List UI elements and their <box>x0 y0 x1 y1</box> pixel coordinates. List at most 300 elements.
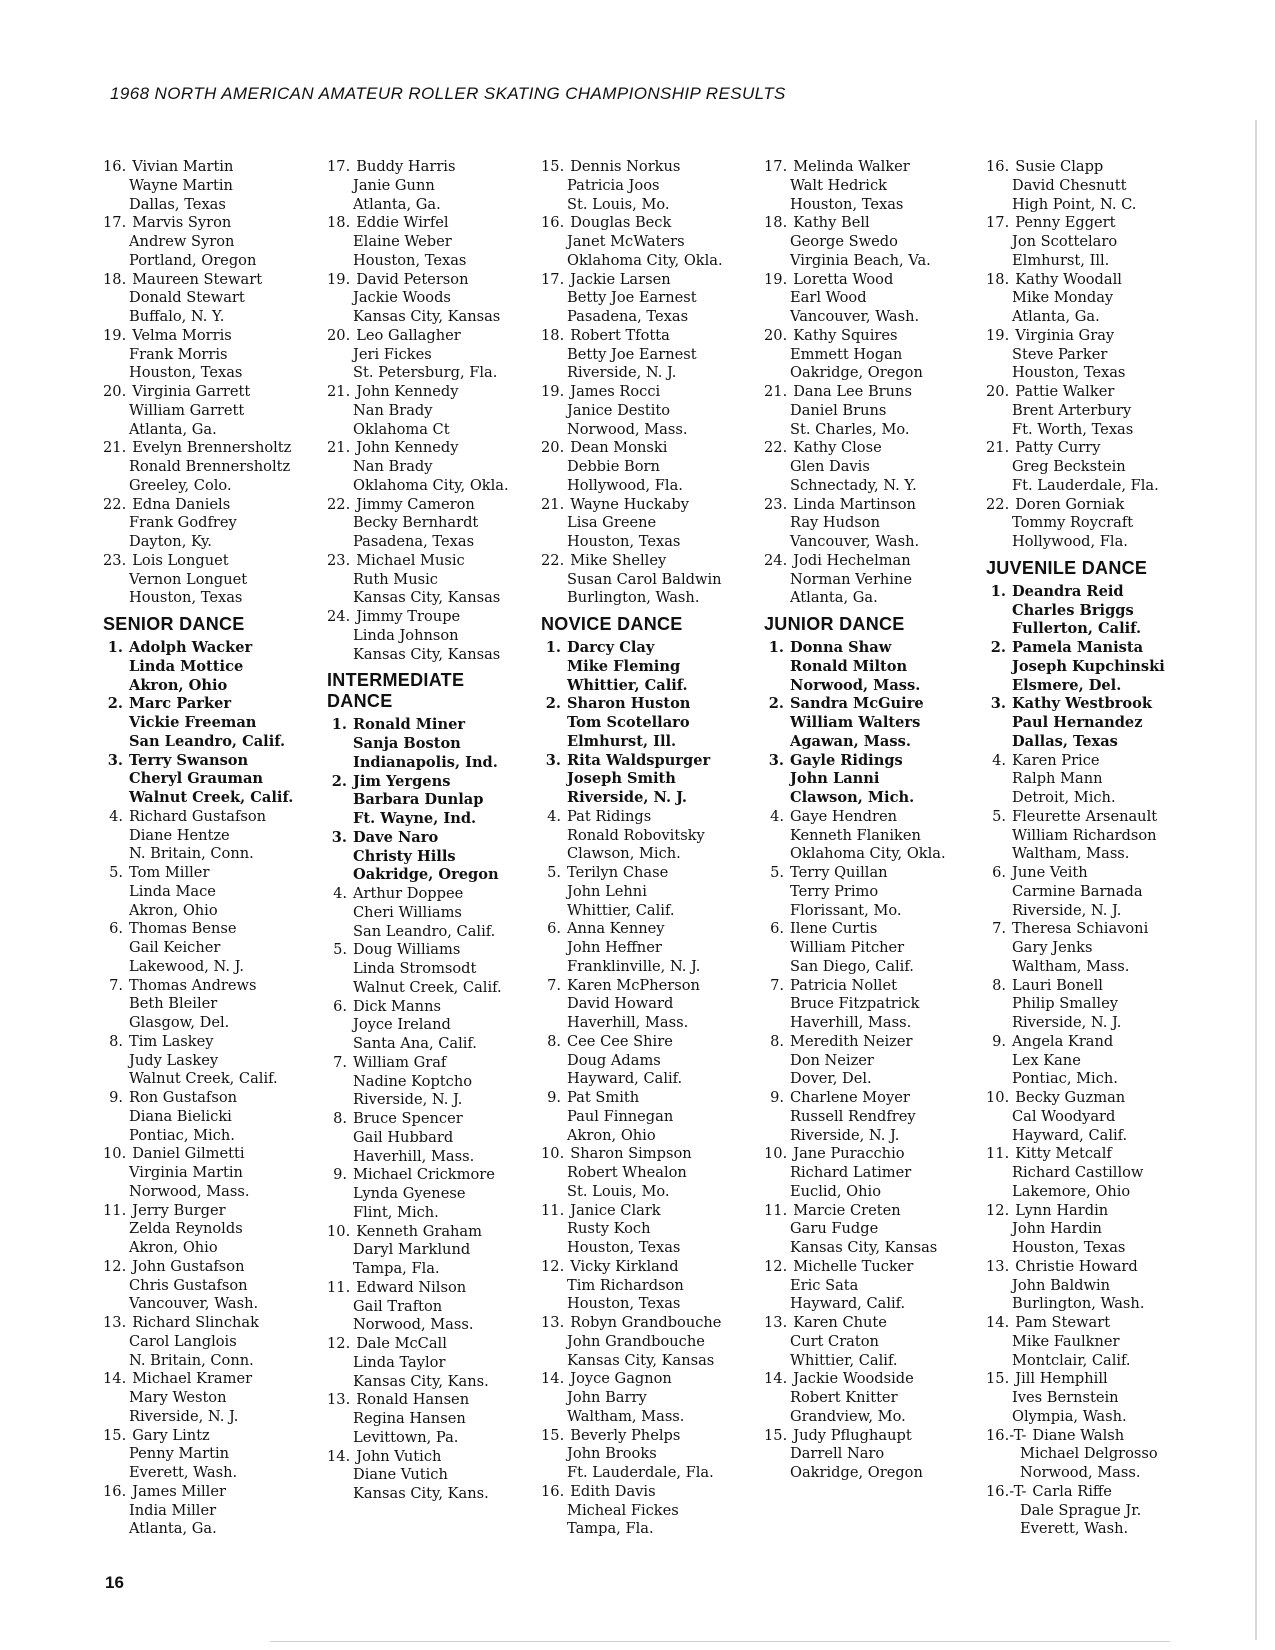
placement-number: 5. <box>547 864 561 881</box>
skater-name: Karen Chute <box>793 1314 887 1331</box>
entry-first-line <box>541 1145 741 1164</box>
result-entry <box>103 1033 303 1089</box>
placement-number: 23. <box>764 495 788 513</box>
hometown: Riverside, N. J. <box>567 789 687 806</box>
hometown: St. Louis, Mo. <box>567 195 670 213</box>
skater-name: Ilene Curtis <box>790 920 878 938</box>
hometown: Kansas City, Kansas <box>790 1239 938 1256</box>
skater-name: Richard Gustafson <box>129 807 267 825</box>
hometown: Pasadena, Texas <box>567 308 689 325</box>
partner-name: Gail Hubbard <box>353 1128 454 1146</box>
placement-number: 16. <box>986 158 1010 175</box>
hometown: Elmhurst, Ill. <box>1012 251 1110 269</box>
result-entry <box>541 214 741 270</box>
hometown: Akron, Ohio <box>129 676 228 694</box>
hometown: Houston, Texas <box>567 1295 681 1313</box>
entry-first-line <box>541 695 741 714</box>
result-entry <box>103 1089 303 1145</box>
placement-number: 6. <box>547 920 561 938</box>
hometown: Walnut Creek, Calif. <box>129 789 294 806</box>
hometown: Houston, Texas <box>790 195 904 213</box>
entry-first-line <box>541 271 741 290</box>
skater-name: Doug Williams <box>353 941 461 959</box>
partner-name: John Lanni <box>790 770 880 788</box>
result-entry <box>986 1033 1186 1089</box>
partner-name: Nan Brady <box>353 401 433 419</box>
skater-name: Edith Davis <box>570 1482 656 1500</box>
results-column-2 <box>327 158 527 1504</box>
partner-name: Don Neizer <box>790 1051 874 1069</box>
placement-number: 16. <box>103 158 127 175</box>
result-entry <box>541 439 741 495</box>
entry-first-line <box>986 383 1186 402</box>
skater-name: Edward Nilson <box>356 1278 467 1296</box>
entry-first-line <box>764 383 964 402</box>
skater-name: Daniel Gilmetti <box>132 1145 245 1163</box>
result-entry <box>327 885 527 941</box>
skater-name: Pattie Walker <box>1015 383 1115 400</box>
entry-first-line <box>103 496 303 515</box>
hometown: Franklinville, N. J. <box>567 957 701 975</box>
entry-first-line <box>764 1033 964 1052</box>
result-entry <box>541 1314 741 1370</box>
skater-name: Kenneth Graham <box>356 1222 482 1240</box>
placement-number: 1. <box>990 582 1006 600</box>
skater-name: Robyn Grandbouche <box>570 1314 722 1331</box>
hometown: Lakewood, N. J. <box>129 957 245 975</box>
placement-number: 21. <box>103 439 127 457</box>
result-entry <box>327 716 527 772</box>
entry-first-line <box>986 1483 1186 1502</box>
entry-first-line <box>327 439 527 458</box>
entry-first-line <box>327 1391 527 1410</box>
skater-name: Kitty Metcalf <box>1015 1145 1112 1163</box>
hometown: Oakridge, Oregon <box>790 1464 923 1481</box>
entry-first-line <box>986 1370 1186 1389</box>
skater-name: Marcie Creten <box>793 1201 901 1219</box>
skater-name: June Veith <box>1012 864 1088 881</box>
partner-name: Earl Wood <box>790 289 867 307</box>
skater-name: Susie Clapp <box>1015 158 1104 175</box>
placement-number: 21. <box>327 383 351 400</box>
hometown: Ft. Worth, Texas <box>1012 420 1134 438</box>
placement-number: 19. <box>541 383 565 400</box>
hometown: Tampa, Fla. <box>353 1260 440 1277</box>
result-entry <box>103 1370 303 1426</box>
entry-first-line <box>103 383 303 402</box>
partner-name: Linda Johnson <box>353 626 459 644</box>
placement-number: 3. <box>990 695 1006 713</box>
entry-first-line <box>764 1370 964 1389</box>
entry-first-line <box>327 1335 527 1354</box>
hometown: Walnut Creek, Calif. <box>129 1070 278 1088</box>
entry-first-line <box>986 439 1186 458</box>
entry-first-line <box>764 977 964 996</box>
hometown: San Leandro, Calif. <box>353 922 496 940</box>
skater-name: Pam Stewart <box>1015 1314 1111 1331</box>
partner-name: William Richardson <box>1012 826 1157 844</box>
section-heading: INTERMEDIATE DANCE <box>327 670 465 712</box>
result-entry <box>986 1427 1186 1483</box>
result-entry <box>764 158 964 214</box>
results-column-5 <box>986 158 1186 1539</box>
hometown: Kansas City, Kansas <box>353 308 501 325</box>
placement-number: 12. <box>327 1335 351 1352</box>
partner-name: Mary Weston <box>129 1389 227 1406</box>
partner-name: Linda Mace <box>129 882 216 900</box>
skater-name: Judy Pflughaupt <box>793 1426 912 1444</box>
partner-name: Darrell Naro <box>790 1445 885 1463</box>
result-entry <box>541 1145 741 1201</box>
placement-number: 12. <box>103 1257 127 1275</box>
skater-name: Adolph Wacker <box>129 639 253 656</box>
partner-name: Terry Primo <box>790 882 879 900</box>
partner-name: Janice Destito <box>567 401 671 419</box>
result-entry <box>541 383 741 439</box>
partner-name: Paul Finnegan <box>567 1107 674 1125</box>
entry-first-line <box>986 1089 1186 1108</box>
hometown: Ft. Lauderdale, Fla. <box>1012 476 1159 494</box>
skater-name: Jerry Burger <box>132 1201 226 1219</box>
partner-name: William Pitcher <box>790 939 905 956</box>
placement-number: 15. <box>986 1370 1010 1388</box>
partner-name: Ronald Robovitsky <box>567 826 705 844</box>
placement-number: 15. <box>541 1426 565 1444</box>
placement-number: 7. <box>109 976 123 994</box>
result-entry <box>986 1258 1186 1314</box>
skater-name: Anna Kenney <box>567 920 665 938</box>
skater-name: Carla Riffe <box>1032 1482 1112 1500</box>
result-entry <box>103 1427 303 1483</box>
entry-first-line <box>327 885 527 904</box>
result-entry <box>103 920 303 976</box>
skater-name: Dennis Norkus <box>570 158 681 175</box>
partner-name: Linda Taylor <box>353 1353 446 1371</box>
placement-number: 20. <box>327 326 351 344</box>
placement-number: 2. <box>107 695 123 713</box>
result-entry <box>764 920 964 976</box>
entry-first-line <box>541 752 741 771</box>
hometown: San Leandro, Calif. <box>129 732 286 750</box>
result-entry <box>986 695 1186 751</box>
partner-name: Betty Joe Earnest <box>567 345 697 363</box>
skater-name: Janice Clark <box>570 1201 661 1219</box>
skater-name: Patricia Nollet <box>790 976 897 994</box>
hometown: Oakridge, Oregon <box>353 866 499 884</box>
result-entry <box>103 1202 303 1258</box>
entry-first-line <box>327 158 527 177</box>
placement-number: 21. <box>327 439 351 457</box>
skater-name: Buddy Harris <box>356 158 456 175</box>
entry-first-line <box>764 1089 964 1108</box>
skater-name: Dave Naro <box>353 828 439 846</box>
entry-first-line <box>541 808 741 827</box>
placement-number: 7. <box>770 976 784 994</box>
hometown: Vancouver, Wash. <box>790 533 920 550</box>
entry-first-line <box>986 1258 1186 1277</box>
placement-number: 6. <box>109 920 123 938</box>
placement-number: 1. <box>545 639 561 656</box>
partner-name: John Grandbouche <box>567 1332 705 1350</box>
entry-first-line <box>327 327 527 346</box>
partner-name: Linda Mottice <box>129 657 244 675</box>
entry-first-line <box>327 998 527 1017</box>
entry-first-line <box>764 1314 964 1333</box>
result-entry <box>986 920 1186 976</box>
result-entry <box>764 271 964 327</box>
placement-number: 17. <box>541 270 565 288</box>
partner-name: Robert Knitter <box>790 1389 898 1406</box>
hometown: Indianapolis, Ind. <box>353 753 498 771</box>
result-entry <box>327 327 527 383</box>
placement-number: 5. <box>992 807 1006 825</box>
partner-name: Ives Bernstein <box>1012 1389 1119 1406</box>
hometown: Everett, Wash. <box>1020 1520 1129 1538</box>
partner-name: Chris Gustafson <box>129 1276 248 1294</box>
placement-number: 24. <box>764 551 788 569</box>
result-entry <box>327 271 527 327</box>
skater-name: Joyce Gagnon <box>570 1370 672 1388</box>
hometown: Riverside, N. J. <box>129 1407 239 1425</box>
hometown: Atlanta, Ga. <box>1012 308 1100 325</box>
skater-name: Dana Lee Bruns <box>793 383 912 400</box>
partner-name: Barbara Dunlap <box>353 791 484 809</box>
skater-name: Angela Krand <box>1012 1032 1114 1050</box>
hometown: Whittier, Calif. <box>567 901 675 919</box>
skater-name: Jane Puracchio <box>793 1145 905 1163</box>
skater-name: Marvis Syron <box>132 214 232 232</box>
hometown: Dallas, Texas <box>1012 732 1118 750</box>
results-column-1 <box>103 158 303 1539</box>
hometown: Riverside, N. J. <box>790 1126 900 1144</box>
result-entry <box>327 439 527 495</box>
entry-first-line <box>986 583 1186 602</box>
partner-name: Mike Fleming <box>567 657 681 675</box>
result-entry <box>327 998 527 1054</box>
placement-number: 13. <box>327 1391 351 1409</box>
hometown: Riverside, N. J. <box>1012 901 1122 919</box>
result-entry <box>541 552 741 608</box>
page-bottom-edge <box>270 1641 1170 1642</box>
entry-first-line <box>327 1166 527 1185</box>
hometown: Haverhill, Mass. <box>353 1147 475 1165</box>
partner-name: Debbie Born <box>567 458 660 475</box>
partner-name: Ronald Milton <box>790 657 908 675</box>
hometown: Norwood, Mass. <box>353 1316 474 1334</box>
skater-name: Beverly Phelps <box>570 1426 681 1444</box>
partner-name: Frank Godfrey <box>129 514 237 532</box>
entry-first-line <box>103 1370 303 1389</box>
partner-name: Nadine Koptcho <box>353 1072 473 1090</box>
placement-number: 21. <box>764 383 788 400</box>
result-entry <box>986 583 1186 639</box>
skater-name: John Kennedy <box>356 439 459 457</box>
skater-name: Edna Daniels <box>132 495 231 513</box>
placement-number: 2. <box>331 772 347 790</box>
result-entry <box>103 271 303 327</box>
result-entry <box>103 695 303 751</box>
entry-first-line <box>541 639 741 658</box>
result-entry <box>103 864 303 920</box>
entry-first-line <box>103 1427 303 1446</box>
result-entry <box>986 1314 1186 1370</box>
hometown: Burlington, Wash. <box>567 589 700 607</box>
placement-number: 6. <box>770 920 784 938</box>
partner-name: Philip Smalley <box>1012 995 1118 1013</box>
entry-first-line <box>327 829 527 848</box>
entry-first-line <box>103 639 303 658</box>
hometown: Norwood, Mass. <box>790 676 921 694</box>
entry-first-line <box>327 1279 527 1298</box>
entry-first-line <box>986 752 1186 771</box>
result-entry <box>541 752 741 808</box>
partner-name: William Garrett <box>129 401 245 419</box>
placement-number: 6. <box>333 997 347 1015</box>
hometown: Houston, Texas <box>353 251 467 269</box>
skater-name: Terry Quillan <box>790 864 888 881</box>
result-entry <box>103 383 303 439</box>
hometown: San Diego, Calif. <box>790 957 914 975</box>
hometown: Pasadena, Texas <box>353 533 475 550</box>
results-column-3 <box>541 158 741 1539</box>
skater-name: Douglas Beck <box>570 214 672 232</box>
result-entry <box>986 327 1186 383</box>
hometown: Buffalo, N. Y. <box>129 308 225 325</box>
skater-name: Theresa Schiavoni <box>1012 920 1149 938</box>
placement-number: 22. <box>764 439 788 457</box>
partner-name: Diane Hentze <box>129 826 230 844</box>
entry-first-line <box>327 1448 527 1467</box>
partner-name: Kenneth Flaniken <box>790 826 921 844</box>
partner-name: Judy Laskey <box>129 1051 219 1069</box>
result-entry <box>103 639 303 695</box>
placement-number: 10. <box>541 1145 565 1163</box>
skater-name: Tom Miller <box>129 864 210 881</box>
partner-name: Dale Sprague Jr. <box>1020 1501 1142 1519</box>
placement-number: 16. <box>541 1482 565 1500</box>
hometown: Oklahoma City, Okla. <box>790 845 946 863</box>
placement-number: 7. <box>547 976 561 994</box>
placement-number: 14. <box>103 1370 127 1388</box>
result-entry <box>541 920 741 976</box>
skater-name: Pat Ridings <box>567 807 652 825</box>
entry-first-line <box>541 439 741 458</box>
skater-name: Michael Music <box>356 551 465 569</box>
skater-name: Loretta Wood <box>793 270 894 288</box>
entry-first-line <box>764 552 964 571</box>
hometown: Levittown, Pa. <box>353 1428 459 1446</box>
skater-name: Michael Kramer <box>132 1370 253 1388</box>
hometown: Hayward, Calif. <box>567 1070 683 1088</box>
partner-name: Patricia Joos <box>567 176 660 194</box>
entry-first-line <box>327 1110 527 1129</box>
skater-name: James Miller <box>132 1482 226 1500</box>
result-entry <box>103 808 303 864</box>
skater-name: Robert Tfotta <box>570 326 670 344</box>
entry-first-line <box>764 864 964 883</box>
result-entry <box>986 1370 1186 1426</box>
hometown: Pontiac, Mich. <box>1012 1070 1118 1088</box>
placement-number: 15. <box>541 158 565 175</box>
placement-number: 4. <box>547 807 561 825</box>
hometown: Riverside, N. J. <box>567 364 677 382</box>
skater-name: Lynn Hardin <box>1015 1201 1109 1219</box>
placement-number: 21. <box>541 495 565 513</box>
entry-first-line <box>986 1202 1186 1221</box>
partner-name: John Baldwin <box>1012 1276 1111 1294</box>
placement-number: 9. <box>547 1089 561 1106</box>
skater-name: Vicky Kirkland <box>570 1257 679 1275</box>
hometown: Flint, Mich. <box>353 1203 439 1221</box>
hometown: Whittier, Calif. <box>567 676 688 694</box>
result-entry <box>986 639 1186 695</box>
result-entry <box>764 639 964 695</box>
entry-first-line <box>541 1089 741 1108</box>
skater-name: Kathy Squires <box>793 326 898 344</box>
result-entry <box>541 271 741 327</box>
partner-name: Janet McWaters <box>567 233 685 250</box>
skater-name: Jim Yergens <box>353 772 451 790</box>
entry-first-line <box>327 496 527 515</box>
placement-number: 16. <box>103 1482 127 1500</box>
placement-number: 10. <box>327 1222 351 1240</box>
placement-number: 18. <box>986 270 1010 288</box>
partner-name: Jon Scottelaro <box>1012 233 1118 250</box>
entry-first-line <box>764 920 964 939</box>
hometown: Haverhill, Mass. <box>567 1014 689 1031</box>
entry-first-line <box>327 552 527 571</box>
hometown: Elsmere, Del. <box>1012 676 1122 694</box>
partner-name: Lynda Gyenese <box>353 1185 466 1202</box>
hometown: Atlanta, Ga. <box>129 420 217 438</box>
hometown: Euclid, Ohio <box>790 1182 881 1200</box>
hometown: Schnectady, N. Y. <box>790 476 917 494</box>
entry-first-line <box>986 1427 1186 1446</box>
result-entry <box>764 1145 964 1201</box>
partner-name: Doug Adams <box>567 1051 661 1069</box>
partner-name: Elaine Weber <box>353 233 452 250</box>
result-entry <box>764 439 964 495</box>
placement-number: 12. <box>541 1257 565 1275</box>
partner-name: Tim Richardson <box>567 1276 684 1294</box>
entry-first-line <box>103 158 303 177</box>
result-entry <box>986 864 1186 920</box>
partner-name: Eric Sata <box>790 1276 859 1294</box>
entry-first-line <box>103 1483 303 1502</box>
skater-name: Linda Martinson <box>793 495 916 513</box>
placement-number: 23. <box>103 551 127 569</box>
hometown: Ft. Lauderdale, Fla. <box>567 1464 714 1481</box>
entry-first-line <box>541 327 741 346</box>
placement-number: 2. <box>990 639 1006 656</box>
hometown: Hollywood, Fla. <box>1012 533 1128 550</box>
placement-number: 22. <box>327 495 351 513</box>
result-entry <box>327 1054 527 1110</box>
partner-name: Cheri Williams <box>353 903 462 921</box>
skater-name: Karen McPherson <box>567 976 700 994</box>
partner-name: Gail Keicher <box>129 939 221 956</box>
entry-first-line <box>103 1202 303 1221</box>
skater-name: Patty Curry <box>1015 439 1101 457</box>
skater-name: Lois Longuet <box>132 551 229 569</box>
hometown: Akron, Ohio <box>129 901 218 919</box>
partner-name: Walt Hedrick <box>790 176 887 194</box>
result-entry <box>103 327 303 383</box>
hometown: Santa Ana, Calif. <box>353 1035 477 1052</box>
entry-first-line <box>103 552 303 571</box>
skater-name: Kathy Westbrook <box>1012 695 1152 713</box>
placement-number: 18. <box>764 214 788 232</box>
